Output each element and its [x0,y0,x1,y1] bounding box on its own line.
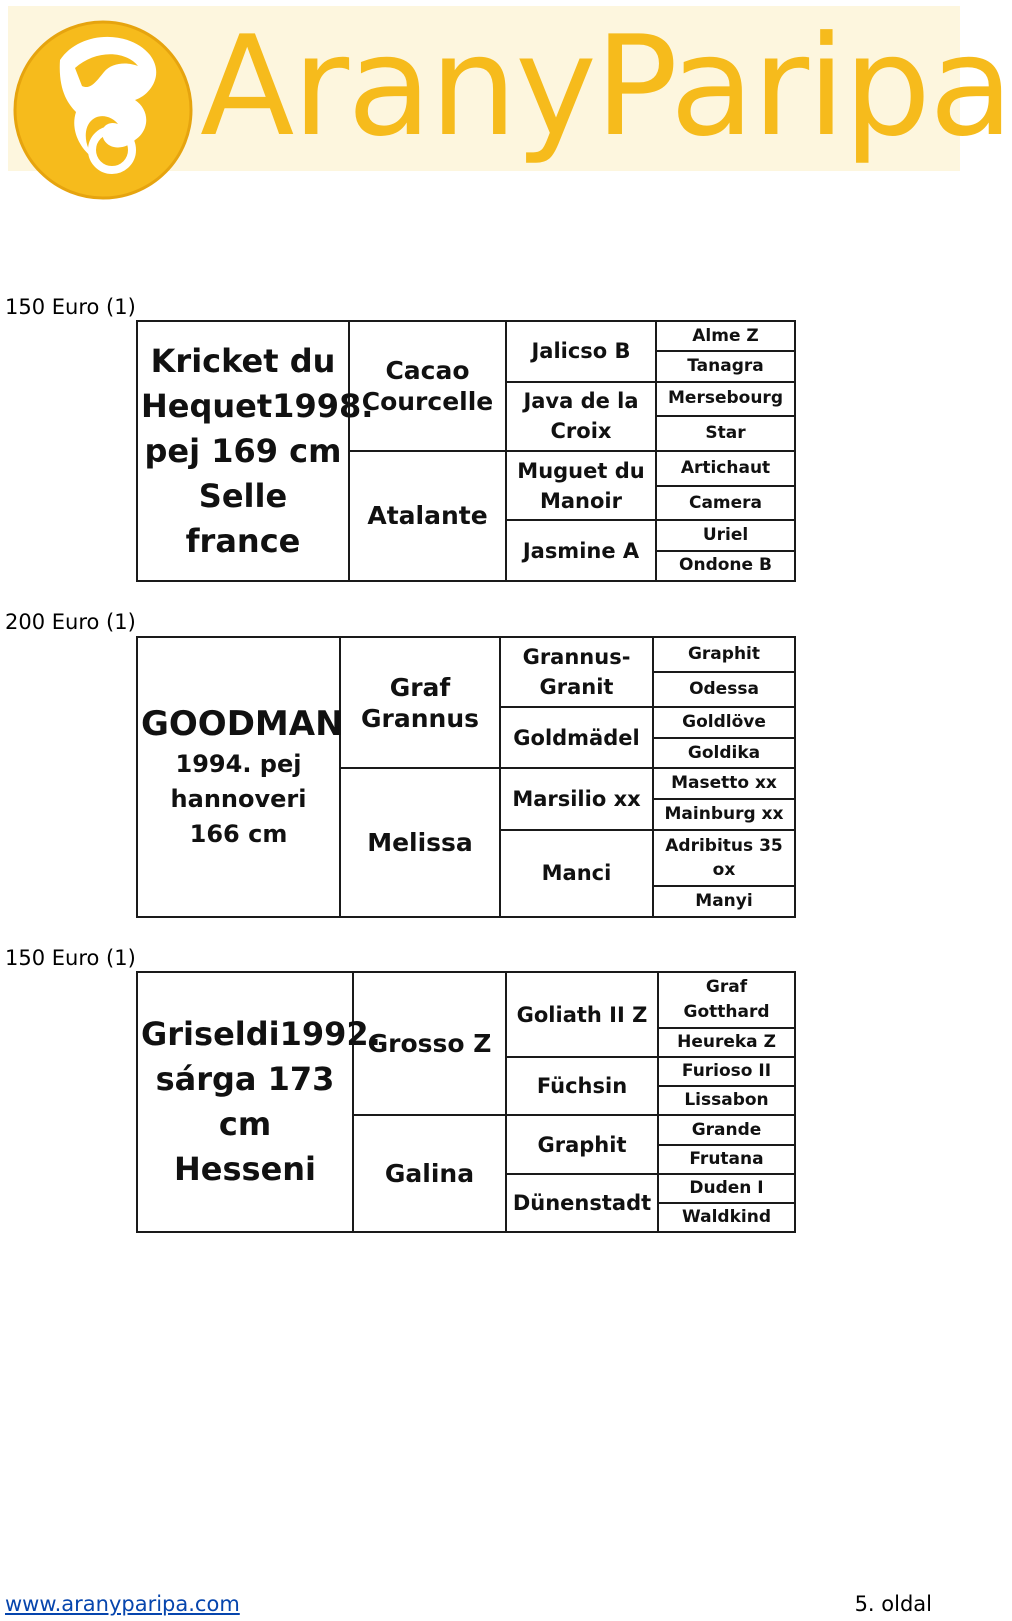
grandparent-cell: Jasmine A [506,520,656,581]
great-grandparent-cell: Artichaut [656,451,795,486]
great-grandparent-cell: Masetto xx [653,768,795,799]
grandparent-cell: Dünenstadt [506,1174,658,1232]
great-grandparent-cell: Grande [658,1115,795,1144]
sire-cell: Graf Grannus [340,637,500,768]
great-grandparent-cell: Goldlöve [653,707,795,738]
great-grandparent-cell: Frutana [658,1145,795,1174]
dam-cell: Galina [353,1115,506,1232]
great-grandparent-cell: Star [656,416,795,451]
great-grandparent-cell: Furioso II [658,1057,795,1086]
grandparent-cell: Marsilio xx [500,768,653,829]
grandparent-cell: Goldmädel [500,707,653,768]
dam-cell: Atalante [349,451,506,581]
grandparent-cell: Muguet du Manoir [506,451,656,520]
brand-wordmark: AranyParipa [200,6,1012,167]
grandparent-cell: Graphit [506,1115,658,1173]
price-label: 200 Euro (1) [5,610,136,634]
great-grandparent-cell: Tanagra [656,351,795,381]
great-grandparent-cell: Adribitus 35 ox [653,830,795,887]
page-number: 5. oldal [854,1592,932,1616]
page-header [0,0,1012,210]
sire-cell: Grosso Z [353,972,506,1115]
horse-logo-icon [0,0,220,210]
horse-cell: Kricket du Hequet1998. pej 169 cm Selle france [137,321,349,581]
grandparent-cell: Goliath II Z [506,972,658,1057]
website-link[interactable]: www.aranyparipa.com [5,1592,240,1616]
pedigree-table [136,636,796,918]
great-grandparent-cell: Alme Z [656,321,795,351]
pedigree-table [136,320,796,582]
great-grandparent-cell: Heureka Z [658,1028,795,1057]
grandparent-cell: Java de la Croix [506,382,656,451]
great-grandparent-cell: Ondone B [656,551,795,581]
great-grandparent-cell: Mainburg xx [653,799,795,830]
grandparent-cell: Füchsin [506,1057,658,1115]
sire-cell: Cacao Courcelle [349,321,506,451]
great-grandparent-cell: Manyi [653,886,795,917]
great-grandparent-cell: Odessa [653,672,795,707]
horse-cell: Griseldi1992. sárga 173 cm Hesseni [137,972,353,1232]
great-grandparent-cell: Duden I [658,1174,795,1203]
horse-cell: GOODMAN 1994. pej hannoveri 166 cm [137,637,340,917]
dam-cell: Melissa [340,768,500,917]
great-grandparent-cell: Waldkind [658,1203,795,1232]
grandparent-cell: Grannus-Granit [500,637,653,707]
grandparent-cell: Jalicso B [506,321,656,382]
great-grandparent-cell: Graphit [653,637,795,672]
price-label: 150 Euro (1) [5,946,136,970]
great-grandparent-cell: Mersebourg [656,382,795,417]
pedigree-table [136,971,796,1233]
great-grandparent-cell: Uriel [656,520,795,550]
great-grandparent-cell: Lissabon [658,1086,795,1115]
great-grandparent-cell: Graf Gotthard [658,972,795,1028]
grandparent-cell: Manci [500,830,653,917]
price-label: 150 Euro (1) [5,295,136,319]
great-grandparent-cell: Goldika [653,738,795,769]
great-grandparent-cell: Camera [656,486,795,521]
